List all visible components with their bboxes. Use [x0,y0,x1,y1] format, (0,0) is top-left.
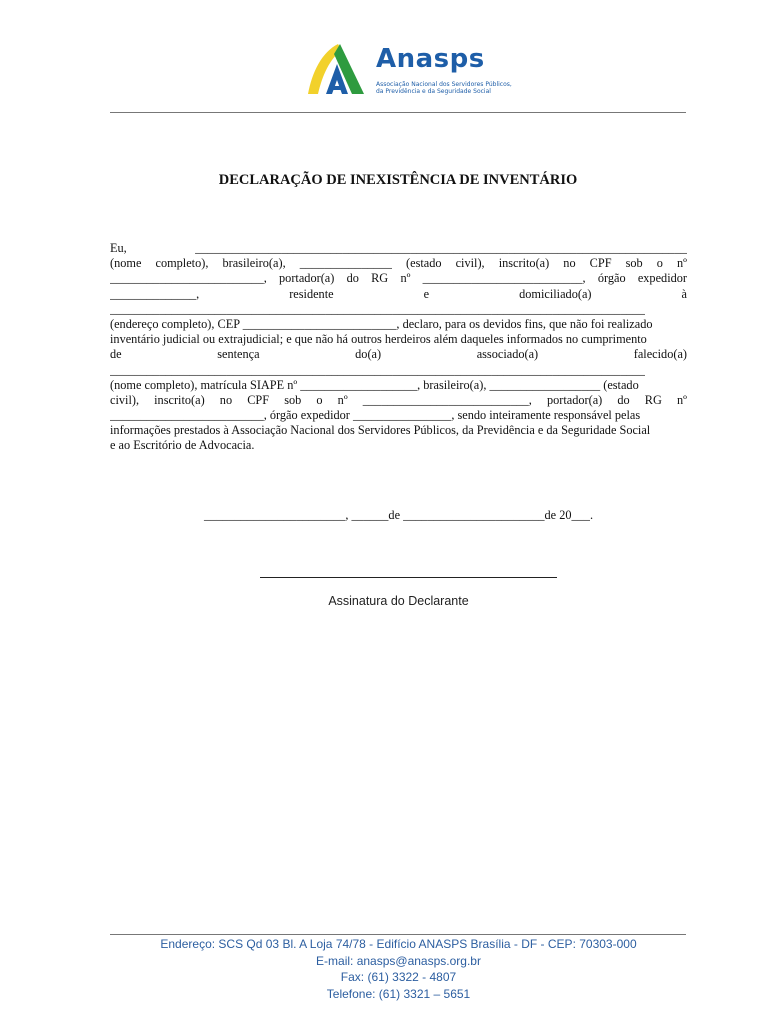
body-word: falecido(a) [633,347,687,362]
body-word: _______________ [299,256,392,271]
body-word: ________________________________________________________________________________ [195,241,687,255]
body-word: o [656,256,663,271]
anasps-logo [304,42,512,96]
body-line [110,302,687,317]
body-line [110,256,687,271]
body-line [110,363,687,378]
body-word: sentença [217,347,260,362]
logo-name: Anasps [376,44,485,74]
body-word: _______________________________________________________________________________________ [110,301,645,316]
body-word: RG [644,392,662,407]
body-line [110,438,687,453]
body-word: inventário judicial ou extrajudicial; e que não há outros herdeiros além daqueles informados no cumprimento [110,332,647,347]
logo-subtitle-line-2: da Previdência e da Seguridade Social [376,88,491,95]
body-word: _________________________, órgão expedidor ________________, sendo inteiramente responsável pelas [110,408,641,423]
body-word: brasileiro(a), [222,256,286,271]
body-line [110,393,687,408]
body-word: domiciliado(a) [519,286,592,301]
body-line [110,332,687,347]
header-rule [110,112,686,113]
declaration-body [110,241,687,454]
body-word: do(a) [355,347,382,362]
body-line [110,271,687,286]
logo-subtitle-line-1: Associação Nacional dos Servidores Públicos, [376,81,512,88]
body-word: civil), [455,256,485,271]
footer-email: E-mail: anasps@anasps.org.br [316,953,481,968]
body-word: sob [625,256,643,271]
body-word: RG [371,271,389,286]
body-word: completo), [155,256,209,271]
body-word: CPF [247,392,270,407]
footer [110,936,687,1002]
footer-rule [110,934,686,935]
footer-address: Endereço: SCS Qd 03 Bl. A Loja 74/78 - Edifício ANASPS Brasília - DF - CEP: 70303-000 [160,937,637,951]
body-word: nº [676,256,687,271]
body-word: portador(a) [546,392,603,407]
body-word: nº [676,392,687,407]
date-line: _______________________, ______de _______________________de 20___. [203,508,594,522]
footer-phone: Telefone: (61) 3321 – 5651 [326,986,471,1001]
body-word: informações prestados à Associação Nacional dos Servidores Públicos, da Previdência e da Seguridade Social [110,423,651,438]
body-word: portador(a) [279,271,335,286]
body-word: Eu, [110,241,127,255]
body-line [110,347,687,362]
body-word: (endereço completo), CEP _________________________, declaro, para os devidos fins, que não foi realizado [110,316,653,331]
document-title: DECLARAÇÃO DE INEXISTÊNCIA DE INVENTÁRIO [218,172,578,188]
signature-label: Assinatura do Declarante [328,594,469,608]
body-word: expedidor [637,271,687,286]
body-word: de [110,347,122,362]
body-line [110,287,687,302]
body-word: e ao Escritório de Advocacia. [110,438,255,453]
body-word: e [423,286,430,301]
body-word: (nome [110,256,142,271]
body-word: sob [284,392,302,407]
body-word: inscrito(a) [498,256,550,271]
body-word: inscrito(a) [154,392,205,407]
body-word: no [219,392,233,407]
body-word: nº [337,392,348,407]
body-word: à [681,286,687,301]
body-word: órgão [597,271,626,286]
signature-line [260,577,557,578]
anasps-logo-mark-icon [304,42,366,96]
body-word: __________________________, [422,271,586,286]
body-word: ___________________________, [362,392,532,407]
body-word: CPF [589,256,612,271]
body-word: _________________________, [110,271,267,286]
body-word: (estado [406,256,442,271]
body-word: associado(a) [476,347,539,362]
body-word: do [617,392,630,407]
body-word: residente [289,286,334,301]
body-word: (nome completo), matrícula SIAPE nº ___________________, brasileiro(a), __________________ (estado [110,377,639,392]
body-line [110,408,687,423]
body-word: civil), [110,392,140,407]
body-line [110,317,687,332]
body-word: no [563,256,576,271]
body-line [110,378,687,393]
footer-fax: Fax: (61) 3322 - 4807 [340,970,457,984]
body-word: do [346,271,359,286]
body-line [110,423,687,438]
body-word: nº [400,271,411,286]
body-word: o [316,392,323,407]
body-line [110,241,687,256]
body-word: _______________________________________________________________________________________ [110,362,645,377]
body-word: ______________, [110,286,200,301]
